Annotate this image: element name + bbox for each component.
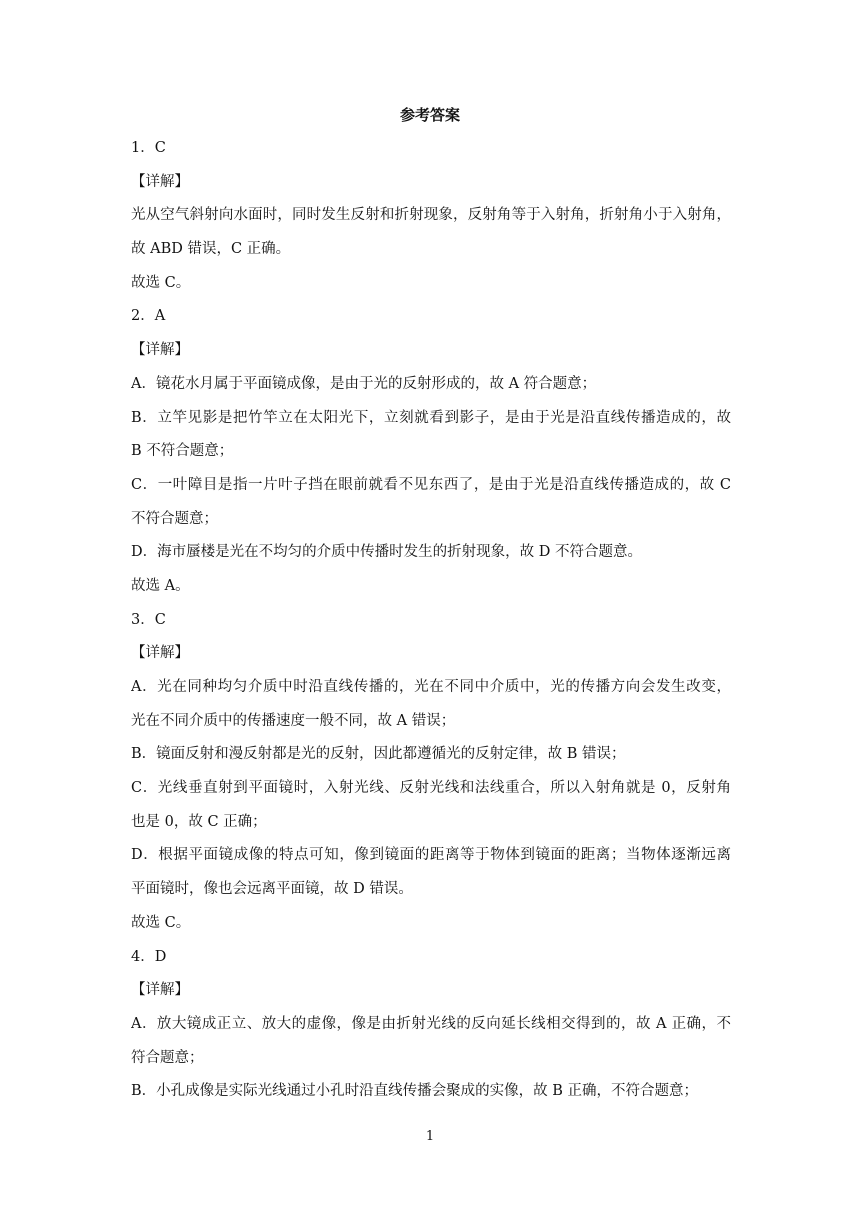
- text-line: B 不符合题意；: [131, 443, 234, 460]
- text-line: B．镜面反射和漫反射都是光的反射，因此都遵循光的反射定律，故 B 错误；: [131, 746, 626, 763]
- text-line: C．一叶障目是指一片叶子挡在眼前就看不见东西了，是由于光是沿直线传播造成的，故 C: [131, 476, 731, 493]
- text-line: 也是 0，故 C 正确；: [131, 813, 267, 830]
- text-line: A．光在同种均匀介质中时沿直线传播的，光在不同中介质中，光的传播方向会发生改变，: [131, 679, 731, 695]
- explanation-heading: 【详解】: [131, 342, 189, 359]
- answer-choice-line: 故选 A。: [131, 577, 190, 594]
- text-line: D．海市蜃楼是光在不均匀的介质中传播时发生的折射现象，故 D 不符合题意。: [131, 544, 642, 561]
- answer-number: 3．C: [131, 611, 166, 628]
- text-line: 光在不同介质中的传播速度一般不同，故 A 错误；: [131, 712, 456, 729]
- text-line: 光从空气斜射向水面时，同时发生反射和折射现象，反射角等于入射角，折射角小于入射角，: [131, 207, 731, 224]
- answer-number: 1．C: [131, 140, 166, 156]
- text-line: B．立竿见影是把竹竿立在太阳光下，立刻就看到影子，是由于光是沿直线传播造成的，故: [131, 409, 731, 426]
- text-line: D．根据平面镜成像的特点可知，像到镜面的距离等于物体到镜面的距离；当物体逐渐远离: [131, 847, 731, 864]
- text-line: 故 ABD 错误，C 正确。: [131, 241, 291, 258]
- text-line: C．光线垂直射到平面镜时，入射光线、反射光线和法线重合，所以入射角就是 0，反射角: [131, 780, 731, 797]
- text-line: 平面镜时，像也会远离平面镜，故 D 错误。: [131, 881, 413, 898]
- text-line: B．小孔成像是实际光线通过小孔时沿直线传播会聚成的实像，故 B 正确，不符合题意；: [131, 1083, 699, 1100]
- answer-choice-line: 故选 C。: [131, 914, 191, 931]
- page-number: 1: [425, 1129, 435, 1144]
- text-line: A．放大镜成正立、放大的虚像，像是由折射光线的反向延长线相交得到的，故 A 正确，不: [131, 1015, 731, 1032]
- answer-choice-line: 故选 C。: [131, 274, 191, 291]
- text-line: 不符合题意；: [131, 510, 218, 527]
- explanation-heading: 【详解】: [131, 173, 189, 190]
- answer-body: [131, 132, 731, 1109]
- text-line: A．镜花水月属于平面镜成像，是由于光的反射形成的，故 A 符合题意；: [131, 375, 597, 392]
- explanation-heading: 【详解】: [131, 982, 189, 999]
- text-line: 符合题意；: [131, 1049, 204, 1066]
- page-title: 参考答案: [399, 106, 460, 124]
- explanation-heading: 【详解】: [131, 645, 189, 662]
- answer-number: 2．A: [131, 308, 166, 325]
- answer-number: 4．D: [131, 948, 167, 965]
